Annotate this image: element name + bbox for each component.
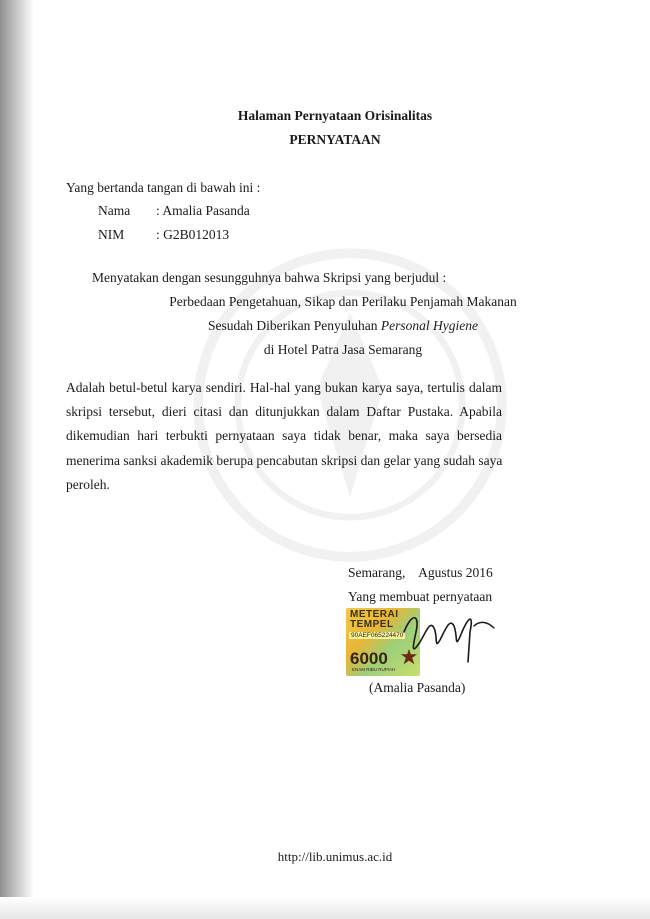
handwritten-signature — [390, 592, 500, 672]
statement-lead: Menyatakan dengan sesungguhnya bahwa Skripsi yang berjudul : — [92, 270, 447, 285]
stamp-code: 90AEF065224470 — [351, 632, 404, 639]
stamp-value-words: ENAM RIBU RUPIAH — [352, 667, 396, 672]
name-value: : Amalia Pasanda — [156, 203, 250, 218]
declaration-line: menerima sanksi akademik berupa pencabutan skripsi dan gelar yang sudah saya — [66, 452, 503, 468]
maker-label: Yang membuat pernyataan — [348, 589, 493, 604]
intro-text: Yang bertanda tangan di bawah ini : — [66, 180, 261, 195]
page-subtitle: PERNYATAAN — [289, 132, 381, 147]
thesis-title-line-3: di Hotel Patra Jasa Semarang — [263, 342, 423, 357]
stamp-value: 6000 — [350, 649, 388, 668]
signer-name: (Amalia Pasanda) — [369, 680, 466, 695]
declaration-line: peroleh. — [66, 476, 110, 492]
declaration-line: dikemudian hari terbukti pernyataan saya tidak benar, maka saya bersedia — [66, 428, 502, 444]
place-date: Semarang, Agustus 2016 — [348, 565, 493, 580]
declaration-line: skripsi tersebut, dieri citasi dan ditunjukkan dalam Daftar Pustaka. Apabila — [66, 404, 502, 420]
declaration-paragraph — [66, 376, 502, 497]
footer-url: http://lib.unimus.ac.id — [277, 849, 393, 864]
declaration-line: Adalah betul-betul karya sendiri. Hal-hal yang bukan karya saya, tertulis dalam — [66, 380, 502, 395]
stamp-header: METERAI TEMPEL — [350, 609, 399, 630]
name-label: Nama — [98, 203, 131, 218]
nim-label: NIM — [98, 227, 125, 242]
thesis-title-line-2 — [0, 318, 650, 334]
thesis-title-line-1: Perbedaan Pengetahuan, Sikap dan Perilaku Penjamah Makanan — [169, 294, 517, 309]
thesis-title-line-2-prefix: Sesudah Diberikan Penyuluhan — [208, 318, 381, 333]
thesis-title-italic: Personal Hygiene — [380, 318, 478, 333]
page-title: Halaman Pernyataan Orisinalitas — [237, 108, 433, 123]
nim-value: : G2B012013 — [156, 227, 230, 242]
